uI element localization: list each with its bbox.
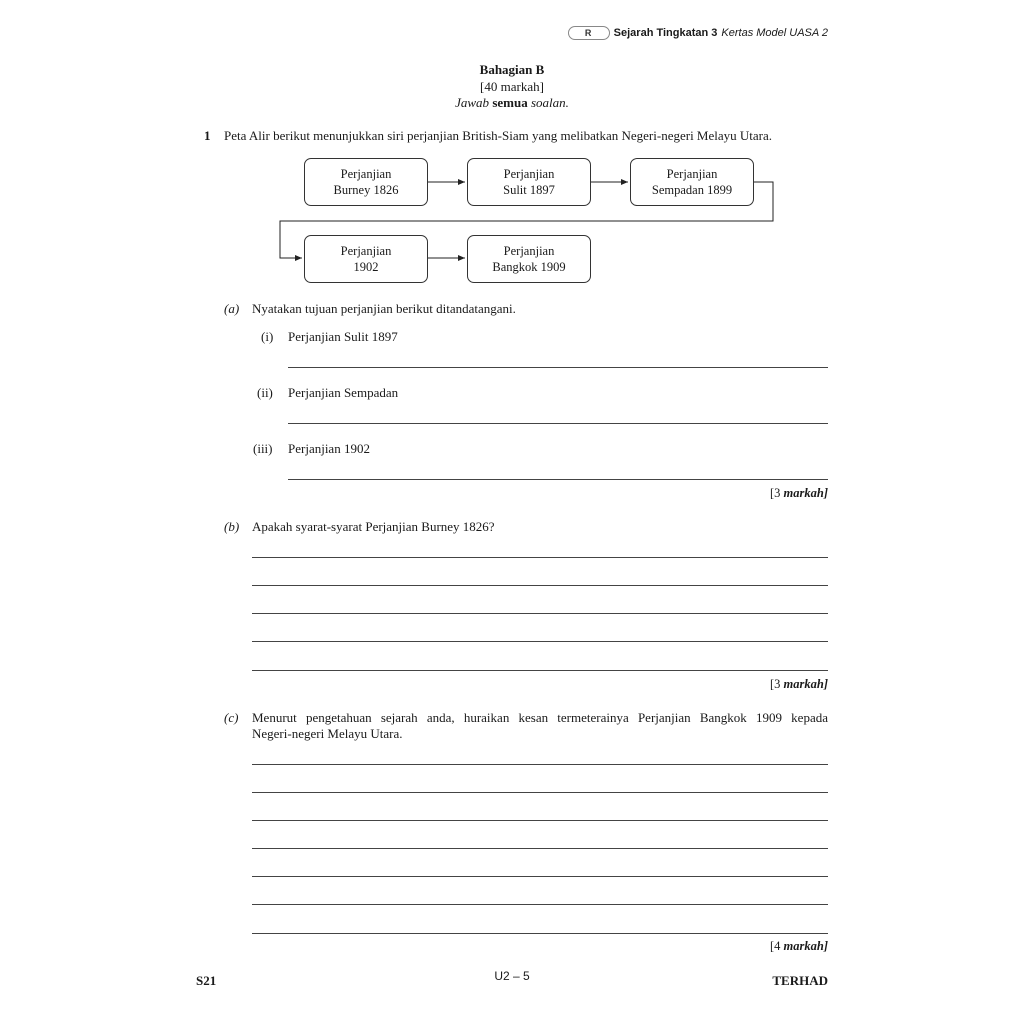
answer-line[interactable] [252, 764, 828, 765]
part-a-label: (a) [224, 301, 240, 316]
flow-box-line: Sempadan 1899 [651, 183, 733, 197]
flow-box-line: 1902 [353, 260, 379, 274]
logo-letter: R [584, 28, 593, 38]
flow-box-line: Bangkok 1909 [492, 260, 566, 274]
part-a-ii-label: (ii) [257, 385, 273, 400]
answer-line[interactable] [252, 613, 828, 614]
part-b-marks [770, 677, 828, 692]
flow-box-line: Sulit 1897 [503, 183, 555, 197]
flow-box-line: Perjanjian [340, 167, 392, 181]
marks-number: [3 [770, 486, 781, 500]
header-subtitle: Kertas Model UASA 2 [721, 27, 828, 39]
answer-line[interactable] [288, 367, 828, 368]
answer-line[interactable] [252, 876, 828, 877]
marks-word: markah] [783, 677, 828, 691]
flow-box-line: Perjanjian [666, 167, 718, 181]
part-c-label: (c) [224, 710, 239, 725]
flow-box-1902 [304, 235, 428, 283]
flow-box-bangkok [467, 235, 591, 283]
flow-box-line: Burney 1826 [333, 183, 399, 197]
marks-word: markah] [783, 939, 828, 953]
marks-number: [4 [770, 939, 781, 953]
flow-box-line: Perjanjian [340, 244, 392, 258]
answer-line[interactable] [252, 670, 828, 671]
flow-box-burney [304, 158, 428, 206]
marks-word: markah] [783, 486, 828, 500]
answer-line[interactable] [252, 585, 828, 586]
instruction-pre: Jawab [455, 95, 490, 110]
header-title: Sejarah Tingkatan 3 [613, 27, 718, 39]
answer-line[interactable] [252, 792, 828, 793]
part-c-text-line2: Negeri-negeri Melayu Utara. [252, 726, 403, 741]
part-a-marks [770, 486, 828, 501]
section-title: Bahagian B [479, 62, 545, 77]
part-b-label: (b) [224, 519, 240, 534]
answer-line[interactable] [252, 848, 828, 849]
flow-box-sulit [467, 158, 591, 206]
part-c-text-line1: Menurut pengetahuan sejarah anda, huraikan kesan termeterainya Perjanjian Bangkok 1909 kepada [252, 710, 828, 725]
section-marks: [40 markah] [480, 79, 544, 94]
flow-box-sempadan [630, 158, 754, 206]
question-number: 1 [204, 128, 211, 143]
part-a-iii-label: (iii) [253, 441, 273, 456]
part-a-ii-text: Perjanjian Sempadan [288, 385, 399, 400]
answer-line[interactable] [252, 641, 828, 642]
part-b-text: Apakah syarat-syarat Perjanjian Burney 1826? [252, 519, 495, 534]
answer-line[interactable] [252, 933, 828, 934]
answer-line[interactable] [252, 557, 828, 558]
part-a-text: Nyatakan tujuan perjanjian berikut ditandatangani. [252, 301, 516, 316]
part-a-i-text: Perjanjian Sulit 1897 [288, 329, 398, 344]
instruction-bold: semua [492, 95, 528, 110]
flow-box-line: Perjanjian [503, 167, 555, 181]
flow-box-line: Perjanjian [503, 244, 555, 258]
footer-code: S21 [196, 973, 217, 988]
answer-line[interactable] [288, 479, 828, 480]
answer-line[interactable] [288, 423, 828, 424]
part-a-iii-text: Perjanjian 1902 [288, 441, 370, 456]
question-text: Peta Alir berikut menunjukkan siri perjanjian British-Siam yang melibatkan Negeri-negeri Melayu Utara. [224, 128, 773, 143]
instruction-post: soalan. [530, 95, 569, 110]
footer-page: U2 – 5 [494, 969, 530, 983]
part-c-marks [770, 939, 828, 954]
part-a-i-label: (i) [261, 329, 274, 344]
answer-line[interactable] [252, 904, 828, 905]
footer-classification: TERHAD [772, 973, 828, 988]
answer-line[interactable] [252, 820, 828, 821]
marks-number: [3 [770, 677, 781, 691]
